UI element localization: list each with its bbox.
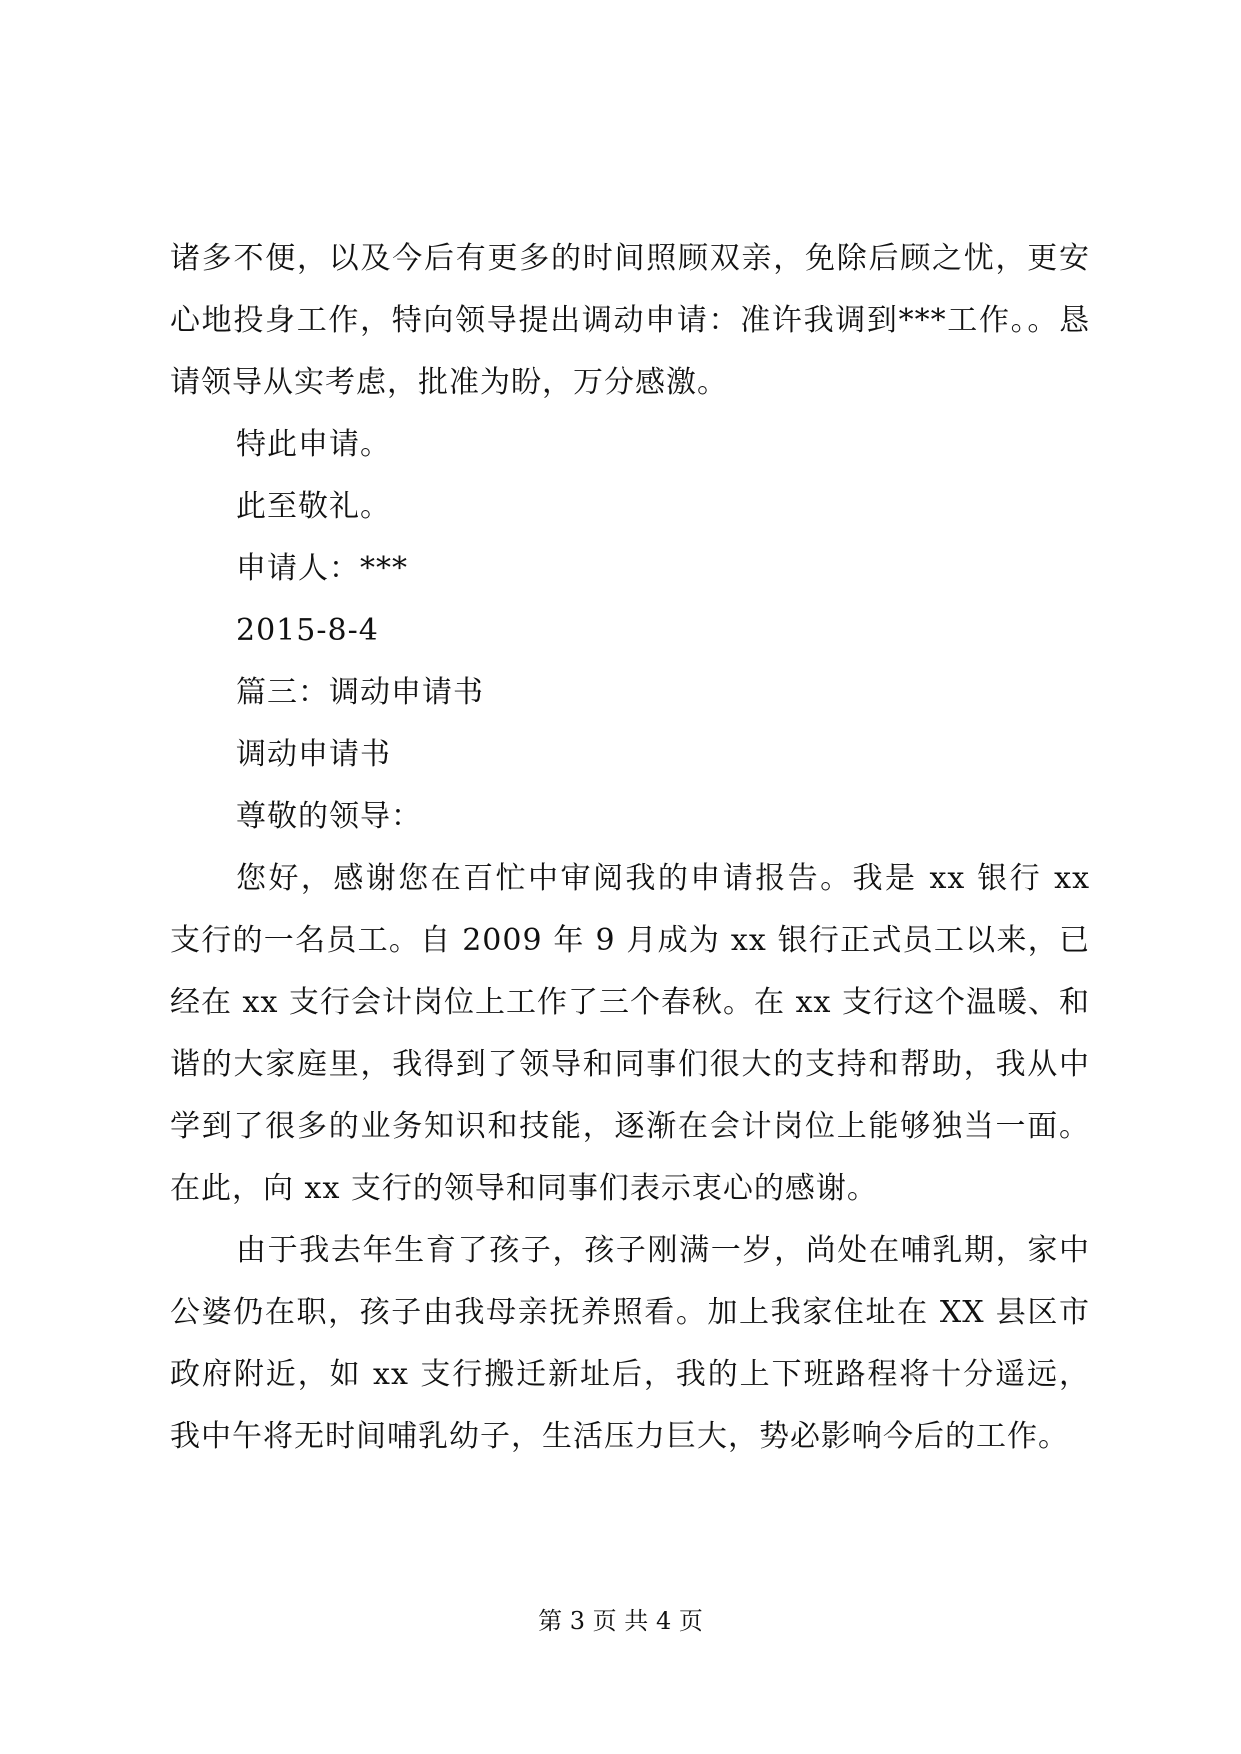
paragraph-reason: 由于我去年生育了孩子，孩子刚满一岁，尚处在哺乳期，家中公婆仍在职，孩子由我母亲抚养照看。加上我家住址在 XX 县区市政府附近，如 xx 支行搬迁新址后，我的上下班路程将十分遥远，我中午将无时间哺乳幼子，生活压力巨大，势必影响今后的工作。 [170,1233,1090,1454]
paragraph-continuation: 诸多不便，以及今后有更多的时间照顾双亲，免除后顾之忧，更安心地投身工作，特向领导提出调动申请：准许我调到***工作。。恳请领导从实考虑，批准为盼，万分感激。 [170,241,1090,400]
document-title: 调动申请书 [236,737,391,772]
page-footer: 第 3 页 共 4 页 [538,1607,703,1635]
document-body [170,228,1090,1468]
paragraph-introduction: 您好，感谢您在百忙中审阅我的申请报告。我是 xx 银行 xx 支行的一名员工。自 2009 年 9 月成为 xx 银行正式员工以来，已经在 xx 支行会计岗位上工作了三个春秋。在 xx 支行这个温暖、和谐的大家庭里，我得到了领导和同事们很大的支持和帮助，我从中学到了很多的业务知识和技能，逐渐在会计岗位上能够独当一面。在此，向 xx 支行的领导和同事们表示衷心的感谢。 [170,861,1090,1206]
salutation: 尊敬的领导： [236,799,422,834]
paragraph-applicant: 申请人：*** [236,551,408,586]
paragraph-salutation-close: 此至敬礼。 [236,489,391,524]
paragraph-hereby-apply: 特此申请。 [236,427,391,462]
section-heading: 篇三：调动申请书 [236,675,484,710]
paragraph-date: 2015-8-4 [236,613,379,648]
